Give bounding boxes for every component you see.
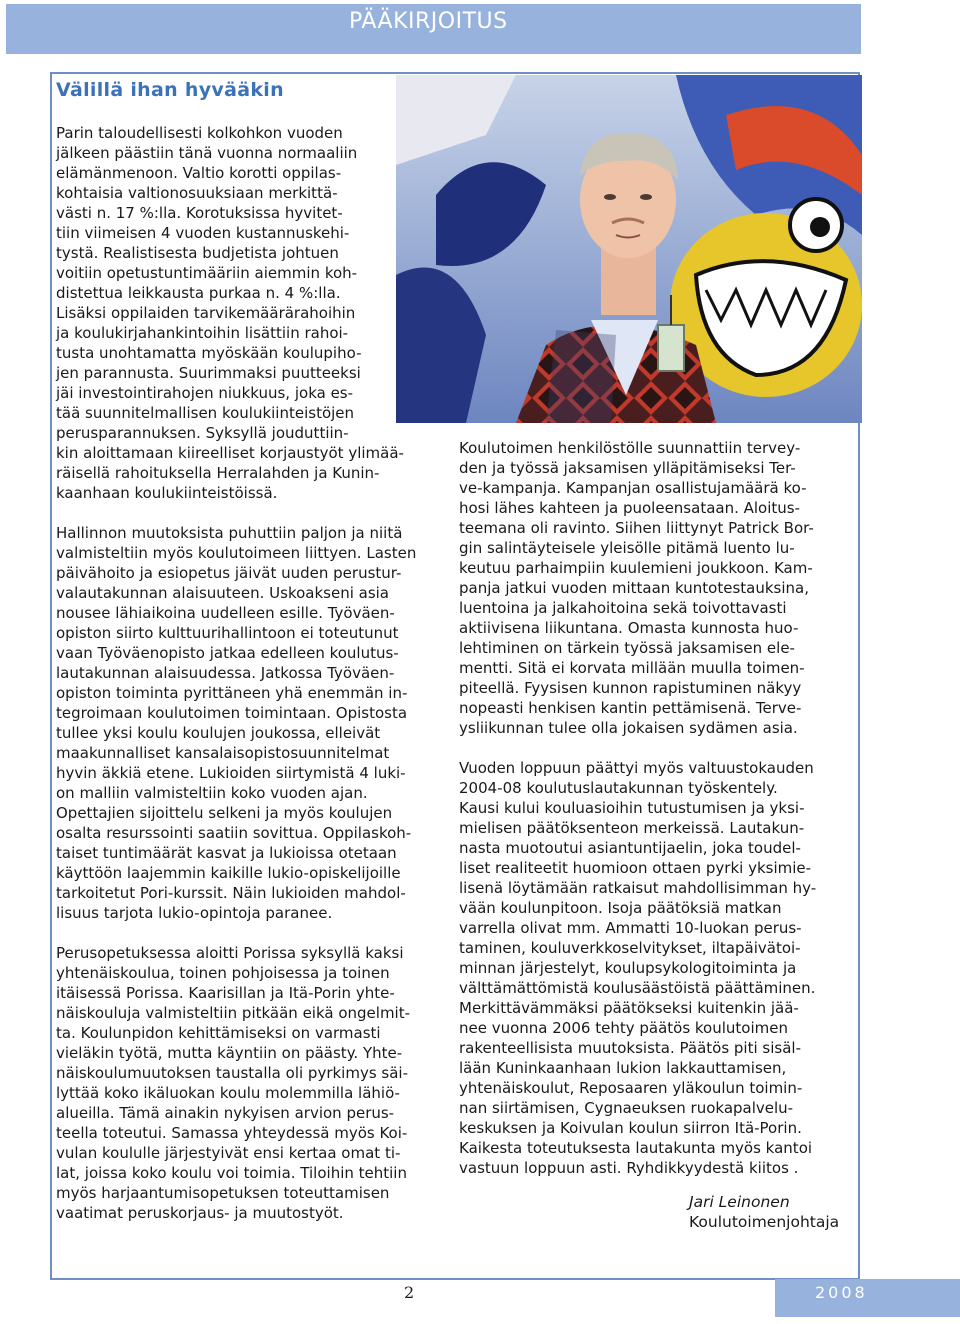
text-line: näiskouluja valmisteltiin pitkään eikä ongelmit-: [56, 1004, 411, 1022]
text-line: yhtenäiskoulua, toinen pohjoisessa ja toinen: [56, 964, 390, 982]
text-line: Opettajien sijoittelu selkeni ja myös koulujen: [56, 804, 393, 822]
text-line: tarkoitetut Pori-kurssit. Näin lukioiden mahdol-: [56, 884, 406, 902]
text-line: Kaikesta toteutuksesta lautakunta myös kantoi: [459, 1139, 813, 1157]
text-line: hosi lähes kahteen ja puoleensataan. Aloitus-: [459, 499, 801, 517]
text-line: lehtiminen on tärkein työssä jaksamisen ele-: [459, 639, 795, 657]
text-line: nasta muotoutui asiantuntijaelin, joka toudel-: [459, 839, 801, 857]
text-line: vään koulunpitoon. Isoja päätöksiä matkan: [459, 899, 782, 917]
text-line: mielisen päätöksenteon merkeissä. Lautakun-: [459, 819, 805, 837]
text-line: Koulutoimen henkilöstölle suunnattiin tervey-: [459, 439, 801, 457]
text-line: mentti. Sitä ei korvata millään muulla toimen-: [459, 659, 805, 677]
text-line: näiskoulumuutoksen taustalla oli pyrkimys säi-: [56, 1064, 409, 1082]
text-line: vulan koululle järjestyivät ensi kertaa omat ti-: [56, 1144, 401, 1162]
text-line: vieläkin työtä, mutta käyntiin on päästy. Yhte-: [56, 1044, 403, 1062]
text-line: perusparannuksen. Syksyllä jouduttiin-: [56, 424, 349, 442]
text-line: västi n. 17 %:lla. Korotuksissa hyvitet-: [56, 204, 343, 222]
text-line: maakunnalliset kansalaisopistosuunnitelmat: [56, 744, 390, 762]
left-column: [56, 123, 416, 1223]
text-line: elämänmenoon. Valtio korotti oppilas-: [56, 164, 342, 182]
signature-name: Jari Leinonen: [689, 1193, 790, 1211]
text-line: lat, joissa koko koulu voi toimia. Tiloihin tehtiin: [56, 1164, 407, 1182]
text-line: käyttöön laajemmin kaikille lukio-opiskelijoille: [56, 864, 401, 882]
text-line: nousee lähiaikoina uudelleen esille. Työväen-: [56, 604, 395, 622]
text-line: Parin taloudellisesti kolkohkon vuoden: [56, 124, 343, 142]
text-line: keskuksen ja Koivulan koulun siirron Itä-Porin.: [459, 1119, 802, 1137]
text-line: nan siirtämisen, Cygnaeuksen ruokapalvelu-: [459, 1099, 794, 1117]
text-line: Lisäksi oppilaiden tarvikemäärärahoihin: [56, 304, 356, 322]
text-line: voitiin opetustuntimääriin aiemmin koh-: [56, 264, 358, 282]
text-line: 2004-08 koulutuslautakunnan työskentely.: [459, 779, 778, 797]
text-line: taminen, kouluverkkoselvitykset, iltapäivätoi-: [459, 939, 801, 957]
text-line: valmisteltiin myös koulutoimeen liittyen. Lasten: [56, 544, 417, 562]
portrait-photo: [396, 75, 862, 423]
paragraph: [459, 758, 816, 1178]
article-title: Välillä ihan hyvääkin: [56, 79, 284, 101]
text-line: tusta unohtamatta myöskään koulupiho-: [56, 344, 362, 362]
text-line: nee vuonna 2006 tehty päätös koulutoimen: [459, 1019, 788, 1037]
text-line: minnan järjestelyt, koulupsykologitoiminta ja: [459, 959, 797, 977]
text-line: lautakunnan alaisuudessa. Jatkossa Työväen-: [56, 664, 395, 682]
text-line: kin aloittamaan kiireelliset korjaustyöt ylimää-: [56, 444, 404, 462]
text-line: jen parannusta. Suurimmaksi puutteeksi: [56, 364, 361, 382]
text-line: distettua leikkausta purkaa n. 4 %:lla.: [56, 284, 341, 302]
signature: [689, 1192, 839, 1232]
text-line: kaanhaan koulukiinteistöissä.: [56, 484, 278, 502]
text-line: tullee yksi koulu koulujen joukossa, elleivät: [56, 724, 381, 742]
text-line: lisuus tarjota lukio-opintoja paranee.: [56, 904, 333, 922]
text-line: osalta resurssointi saatiin sovittua. Oppilaskoh-: [56, 824, 412, 842]
text-line: ja koulukirjahankintoihin lisättiin rahoi-: [56, 324, 349, 342]
page-number: 2: [404, 1283, 415, 1302]
paragraph: [56, 943, 416, 1223]
text-line: tegroimaan koulutoimen toimintaan. Opistosta: [56, 704, 408, 722]
text-line: aktiivisena liikuntana. Omasta kunnosta huo-: [459, 619, 799, 637]
footer-year: 2008: [815, 1283, 868, 1302]
text-line: ta. Koulunpidon kehittämiseksi on varmasti: [56, 1024, 381, 1042]
text-line: liset realiteetit huomioon ottaen pyrki yksimie-: [459, 859, 812, 877]
text-line: jäi investointirahojen niukkuus, joka es-: [56, 384, 354, 402]
text-line: nopeasti henkisen kantin pettämisenä. Terve-: [459, 699, 802, 717]
text-line: luentoina ja jalkahoitoina sekä toivottavasti: [459, 599, 787, 617]
text-line: gin salintäyteisele yleisölle pitämä luento lu-: [459, 539, 795, 557]
text-line: Vuoden loppuun päättyi myös valtuustokauden: [459, 759, 814, 777]
text-line: rakenteellisista muutoksista. Päätös piti sisäl-: [459, 1039, 801, 1057]
text-line: vastuun loppuun asti. Ryhdikkyydestä kiitos .: [459, 1159, 799, 1177]
text-line: on malliin valmisteltiin koko vuoden ajan.: [56, 784, 368, 802]
text-line: lisenä löytämään ratkaisut mahdollisimman hy-: [459, 879, 817, 897]
text-line: lyttää koko ikäluokan koulu molemmilla lähiö-: [56, 1084, 400, 1102]
text-line: den ja työssä jaksamisen ylläpitämiseksi Ter-: [459, 459, 796, 477]
text-line: jälkeen päästiin tänä vuonna normaaliin: [56, 144, 358, 162]
text-line: päivähoito ja esiopetus jäivät uuden perustur-: [56, 564, 402, 582]
text-line: teemana oli ravinto. Siihen liittynyt Patrick Bor-: [459, 519, 814, 537]
text-line: Perusopetuksessa aloitti Porissa syksyllä kaksi: [56, 944, 404, 962]
signature-role: Koulutoimenjohtaja: [689, 1213, 840, 1231]
text-line: tystä. Realistisesta budjetista johtuen: [56, 244, 339, 262]
text-line: opiston siirto kulttuurihallintoon ei toteutunut: [56, 624, 399, 642]
text-line: tiin viimeisen 4 vuoden kustannuskehi-: [56, 224, 350, 242]
text-line: Merkittävämmäksi päätökseksi kuitenkin jää-: [459, 999, 799, 1017]
text-line: Hallinnon muutoksista puhuttiin paljon ja niitä: [56, 524, 403, 542]
graffiti-portrait-image: [396, 75, 862, 423]
text-line: vaatimat peruskorjaus- ja muutostyöt.: [56, 1204, 344, 1222]
text-line: tää suunnitelmallisen koulukiinteistöjen: [56, 404, 355, 422]
text-line: Kausi kului kouluasioihin tutustumisen ja yksi-: [459, 799, 805, 817]
text-line: keutuu parhaimpiin kuulemieni joukkoon. Kam-: [459, 559, 813, 577]
text-line: panja jatkui vuoden mittaan kuntotestauksina,: [459, 579, 809, 597]
text-line: kohtaisia valtionosuuksiaan merkittä-: [56, 184, 338, 202]
text-line: opiston toiminta pyrittäneen yhä enemmän in-: [56, 684, 408, 702]
text-line: yhtenäiskoulut, Reposaaren yläkoulun toimin-: [459, 1079, 803, 1097]
paragraph: [56, 123, 416, 503]
text-line: teella toteutui. Samassa yhteydessä myös Koi-: [56, 1124, 408, 1142]
text-line: välttämättömistä koulusäästöistä päättäminen.: [459, 979, 816, 997]
text-line: ysliikunnan tulee olla jokaisen sydämen asia.: [459, 719, 798, 737]
text-line: varrella olivat mm. Ammatti 10-luokan perus-: [459, 919, 802, 937]
right-column: [459, 438, 816, 1178]
paragraph: [56, 523, 416, 923]
text-line: piteellä. Fyysisen kunnon rapistuminen näkyy: [459, 679, 802, 697]
text-line: alueilla. Tämä ainakin nykyisen arvion perus-: [56, 1104, 395, 1122]
text-line: itäisessä Porissa. Kaarisillan ja Itä-Porin yhte-: [56, 984, 395, 1002]
section-title: PÄÄKIRJOITUS: [349, 9, 508, 34]
text-line: hyvin äkkiä etene. Lukioiden siirtymistä 4 luki-: [56, 764, 406, 782]
text-line: ve-kampanja. Kampanjan osallistujamäärä ko-: [459, 479, 807, 497]
text-line: räisellä rahoituksella Herralahden ja Kunin-: [56, 464, 380, 482]
text-line: valautakunnan alaisuuteen. Uskoakseni asia: [56, 584, 390, 602]
text-line: taiset tuntimäärät kasvat ja lukioissa otetaan: [56, 844, 397, 862]
paragraph: [459, 438, 816, 738]
text-line: myös harjaantumisopetuksen toteuttamisen: [56, 1184, 390, 1202]
text-line: vaan Työväenopisto jatkaa edelleen koulutus-: [56, 644, 399, 662]
text-line: lään Kuninkaanhaan lukion lakkauttamisen,: [459, 1059, 787, 1077]
